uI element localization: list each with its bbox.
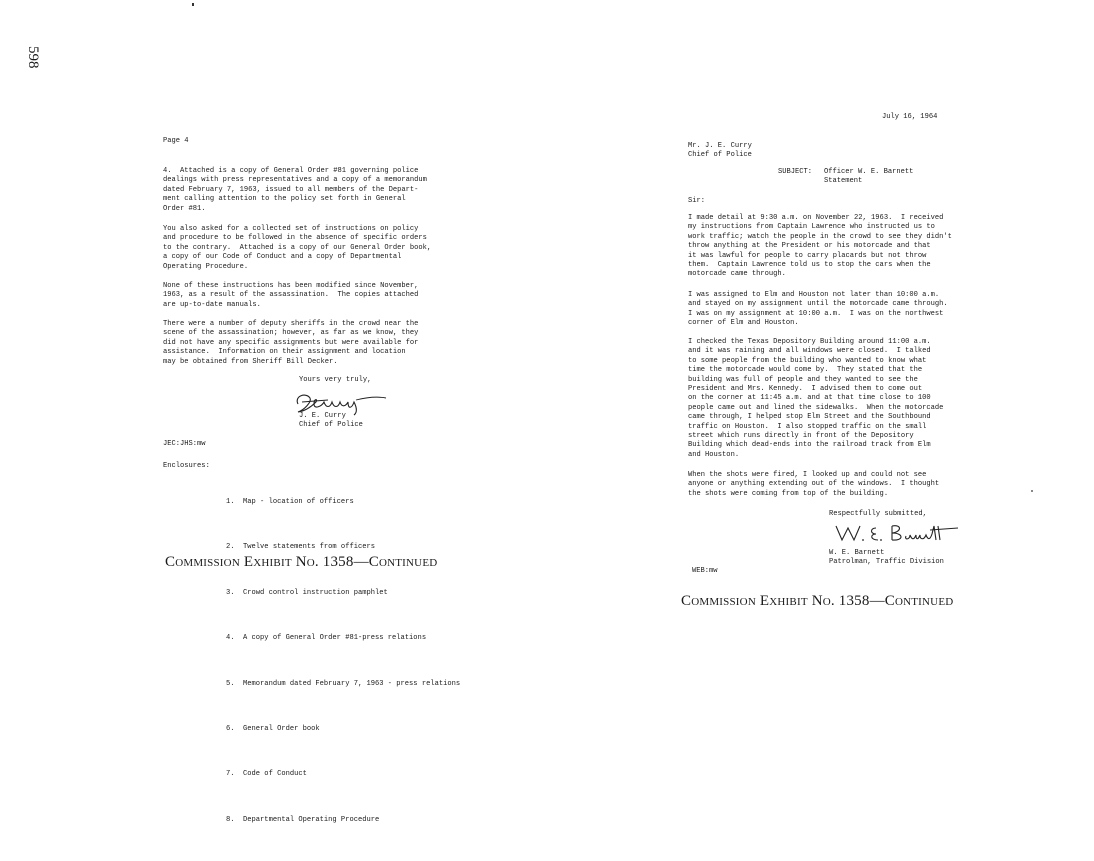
enclosure-item: 2. Twelve statements from officers (226, 543, 375, 552)
right-initials: WEB:mw (692, 567, 718, 575)
enclosure-item: 6. General Order book (226, 725, 320, 734)
enclosure-item: 3. Crowd control instruction pamphlet (226, 588, 388, 597)
right-paragraph-2: I was assigned to Elm and Houston not later than 10:00 a.m. and stayed on my assignment until the motorcade came through. I was on my assignment at 10:00 a.m. I was on the northwest corner of Elm and Houston. (688, 291, 948, 328)
right-signature-name: W. E. Barnett (829, 549, 885, 557)
right-paragraph-3: I checked the Texas Depository Building around 11:00 a.m. and it was raining and all windows were closed. I talked to some people from the building who wanted to know what time the motorcade would come by. They stated that the building was full of people and they wanted to see the President and Mrs. Kennedy. I advised them to come out on the corner at 11:45 a.m. and at that time close to 100 people came out and lined the sidewalks. When the motorcade came through, I helped stop Elm Street and the Southbound traffic on Houston. I also stopped traffic on the small street which runs directly in front of the Depository Building which dead-ends into the railroad track from Elm and Houston. (688, 338, 944, 459)
left-paragraph-1: 4. Attached is a copy of General Order #81 governing police dealings with press representatives and a copy of a memorandum dated February 7, 1963, issued to all members of the Depart- ment calling attention to the policy set forth in General Order #81. (163, 167, 427, 213)
enclosure-item: 5. Memorandum dated February 7, 1963 - press relations (226, 679, 461, 688)
left-paragraph-3: None of these instructions has been modified since November, 1963, as a result of the assassination. The copies attached are up-to-date manuals. (163, 282, 419, 309)
left-exhibit-caption: Commission Exhibit No. 1358—Continued (165, 554, 438, 570)
left-paragraph-4: There were a number of deputy sheriffs in the crowd near the scene of the assassination; however, as far as we know, they did not have any specific assignments but were available for assistance. Information on their assignment and location may be obtained from Sheriff Bill Decker. (163, 320, 419, 366)
left-paragraph-2: You also asked for a collected set of instructions on policy and procedure to be followed in the absence of specific orders to the contrary. Attached is a copy of our General Order book, a copy of our Code of Conduct and a copy of Departmental Operating Procedure. (163, 225, 432, 271)
enclosure-item: 8. Departmental Operating Procedure (226, 815, 380, 824)
right-paragraph-4: When the shots were fired, I looked up and could not see anyone or anything extending out of the windows. I thought the shots were coming from top of the building. (688, 471, 940, 498)
right-addressee-title: Chief of Police (688, 151, 752, 159)
left-initials: JEC:JHS:mw (163, 440, 206, 448)
right-signature-title: Patrolman, Traffic Division (829, 558, 944, 566)
subject-label: SUBJECT: (778, 168, 813, 176)
right-date: July 16, 1964 (882, 113, 938, 121)
right-closing: Respectfully submitted, (829, 510, 927, 518)
left-signature-title: Chief of Police (299, 421, 363, 429)
enclosures-label: Enclosures: (163, 462, 210, 470)
left-closing: Yours very truly, (299, 376, 372, 384)
salutation: Sir: (688, 197, 706, 205)
enclosure-item: 4. A copy of General Order #81-press relations (226, 634, 427, 643)
barnett-signature (832, 520, 960, 546)
right-paragraph-1: I made detail at 9:30 a.m. on November 22, 1963. I received my instructions from Captain Lawrence who instructed us to work traffic; watch the people in the crowd to see they didn't throw anything at the President or his motorcade and that it was lawful for people to carry placards but not throw them. Captain Lawrence told us to stop the cars when the motorcade came through. (688, 214, 952, 279)
left-page-label: Page 4 (163, 137, 189, 145)
enclosures-list (226, 462, 460, 861)
left-signature-name: J. E. Curry (299, 412, 346, 420)
page-number: 598 (25, 46, 41, 69)
right-exhibit-caption: Commission Exhibit No. 1358—Continued (681, 593, 954, 609)
scan-speck (1031, 490, 1033, 492)
enclosure-item: 1. Map - location of officers (226, 498, 354, 506)
enclosure-item: 7. Code of Conduct (226, 770, 307, 779)
scan-speck (192, 3, 194, 6)
subject-text: Officer W. E. Barnett Statement (824, 168, 914, 186)
right-addressee-name: Mr. J. E. Curry (688, 142, 752, 150)
